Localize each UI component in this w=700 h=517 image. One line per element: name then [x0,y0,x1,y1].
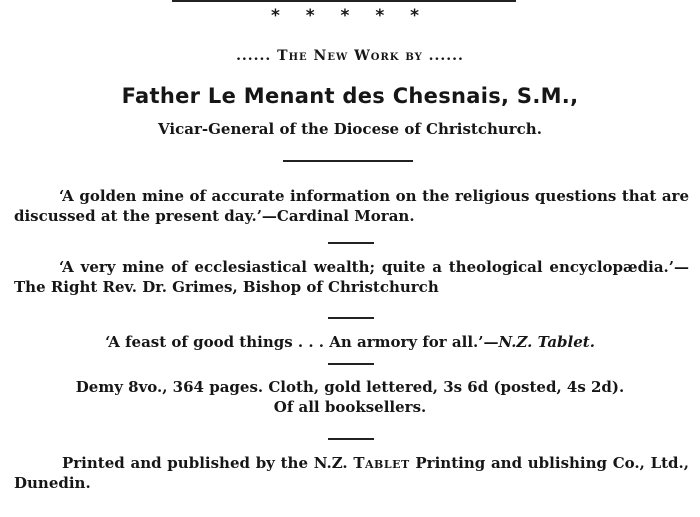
divider-rule [328,317,374,319]
author-name: Father Le Menant des Chesnais, S.M., [121,84,579,108]
quote-source: N.Z. Tablet. [498,333,595,351]
divider-rule [283,160,413,162]
quote-nz-tablet [0,332,700,352]
author-title: Vicar-General of the Diocese of Christchurch. [158,120,542,138]
book-details-line: Demy 8vo., 364 pages. Cloth, gold lettered, 3s 6d (posted, 4s 2d). [75,378,625,396]
star-ornament: * * * * * [270,6,430,26]
imprint-text-start: Printed and published by the N.Z. [62,454,348,472]
availability-line: Of all booksellers. [273,398,427,416]
top-rule [172,0,516,2]
quote-bishop-grimes: ‘A very mine of ecclesiastical wealth; quite a theological encyclopædia.’—The Right Rev. Dr. Grimes, Bishop of Christchurch [14,258,689,296]
imprint [14,453,689,493]
heading: ...... The New Work by ...... [236,48,464,64]
quote-text: ‘A feast of good things . . . An armory for all.’— [105,333,499,351]
book-details [0,377,700,417]
divider-rule [328,242,374,244]
imprint-tablet: Tablet [353,454,410,472]
quote-cardinal-moran: ‘A golden mine of accurate information on the religious questions that are discussed at the present day.’—Cardinal Moran. [14,187,689,225]
divider-rule [328,438,374,440]
divider-rule [328,363,374,365]
imprint-text-end: Printing and ublishing Co., Ltd., Dunedin. [14,454,689,492]
